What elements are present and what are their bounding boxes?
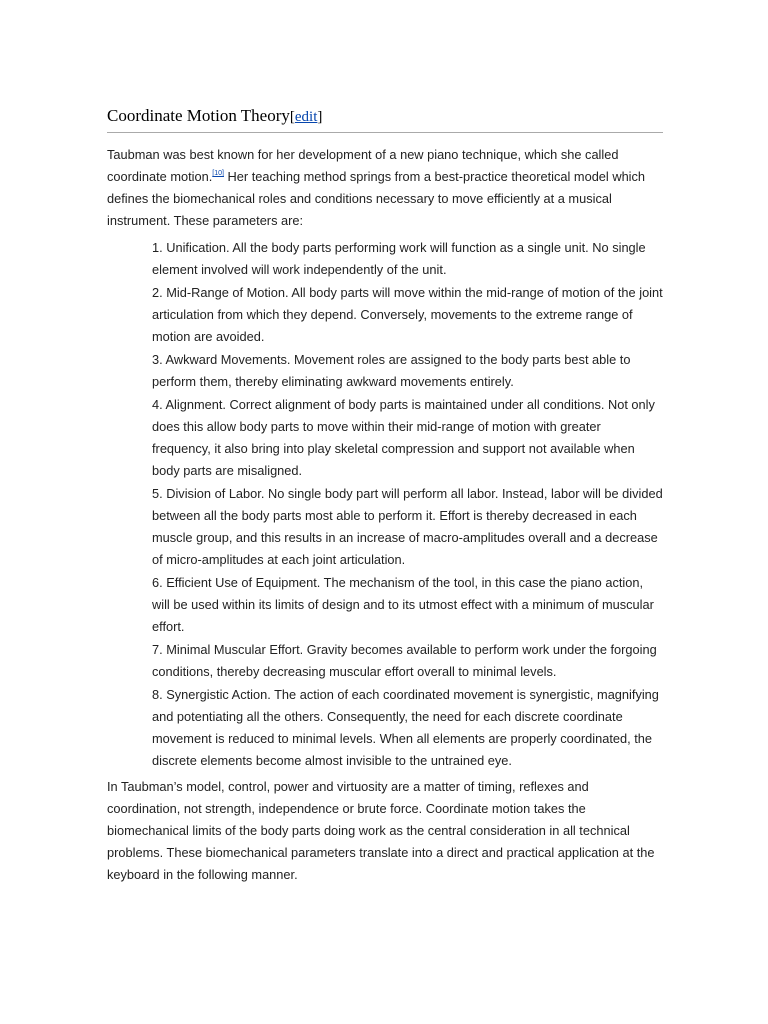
section-heading	[107, 104, 663, 133]
edit-link[interactable]: edit	[294, 109, 318, 125]
citation-link[interactable]: [10]	[212, 170, 224, 177]
list-item: 3. Awkward Movements. Movement roles are assigned to the body parts best able to perform them, thereby eliminating awkward movements entirely.	[152, 352, 631, 389]
list-item: 6. Efficient Use of Equipment. The mechanism of the tool, in this case the piano action, will be used within its limits of design and to its utmost effect with a minimum of muscular effort.	[152, 575, 654, 634]
outro-paragraph: In Taubman’s model, control, power and virtuosity are a matter of timing, reflexes and coordination, not strength, independence or brute force. Coordinate motion takes the biomechanical limits of the body parts doing work as the central consideration in all technical problems. These biomechanical parameters translate into a direct and practical application at the keyboard in the following manner.	[107, 779, 655, 882]
edit-bracket-open: [	[289, 109, 295, 125]
citation-reference	[212, 170, 224, 177]
list-item: 2. Mid-Range of Motion. All body parts will move within the mid-range of motion of the joint articulation from which they depend. Conversely, movements to the extreme range of motion are avoided.	[152, 285, 663, 344]
list-item: 7. Minimal Muscular Effort. Gravity becomes available to perform work under the forgoing conditions, thereby decreasing muscular effort overall to minimal levels.	[152, 642, 657, 679]
list-item: 1. Unification. All the body parts performing work will function as a single unit. No single element involved will work independently of the unit.	[152, 240, 646, 277]
intro-text-part1: Taubman was best known for her development of a new piano technique, which she called coordinate motion.	[107, 147, 619, 184]
edit-bracket-close: ]	[317, 109, 323, 125]
edit-section-link-wrapper	[290, 109, 323, 125]
list-item: 8. Synergistic Action. The action of each coordinated movement is synergistic, magnifying and potentiating all the others. Consequently, the need for each discrete coordinate movement is reduced to minimal levels. When all elements are properly coordinated, the discrete elements become almost invisible to the untrained eye.	[152, 687, 659, 768]
list-item: 5. Division of Labor. No single body part will perform all labor. Instead, labor will be divided between all the body parts most able to perform it. Effort is thereby decreased in each muscle group, and this results in an increase of macro-amplitudes overall and a decrease of micro-amplitudes at each joint articulation.	[152, 486, 663, 567]
list-item: 4. Alignment. Correct alignment of body parts is maintained under all conditions. Not only does this allow body parts to move within their mid-range of motion with greater frequency, it also bring into play skeletal compression and support not available when body parts are misaligned.	[152, 397, 655, 478]
article-section	[107, 104, 663, 886]
intro-paragraph	[107, 144, 663, 232]
section-title: Coordinate Motion Theory	[107, 106, 290, 125]
intro-text-part2: Her teaching method springs from a best-practice theoretical model which defines the biomechanical roles and conditions necessary to move efficiently at a musical instrument. These parameters are:	[107, 169, 646, 228]
parameters-list	[152, 237, 663, 772]
